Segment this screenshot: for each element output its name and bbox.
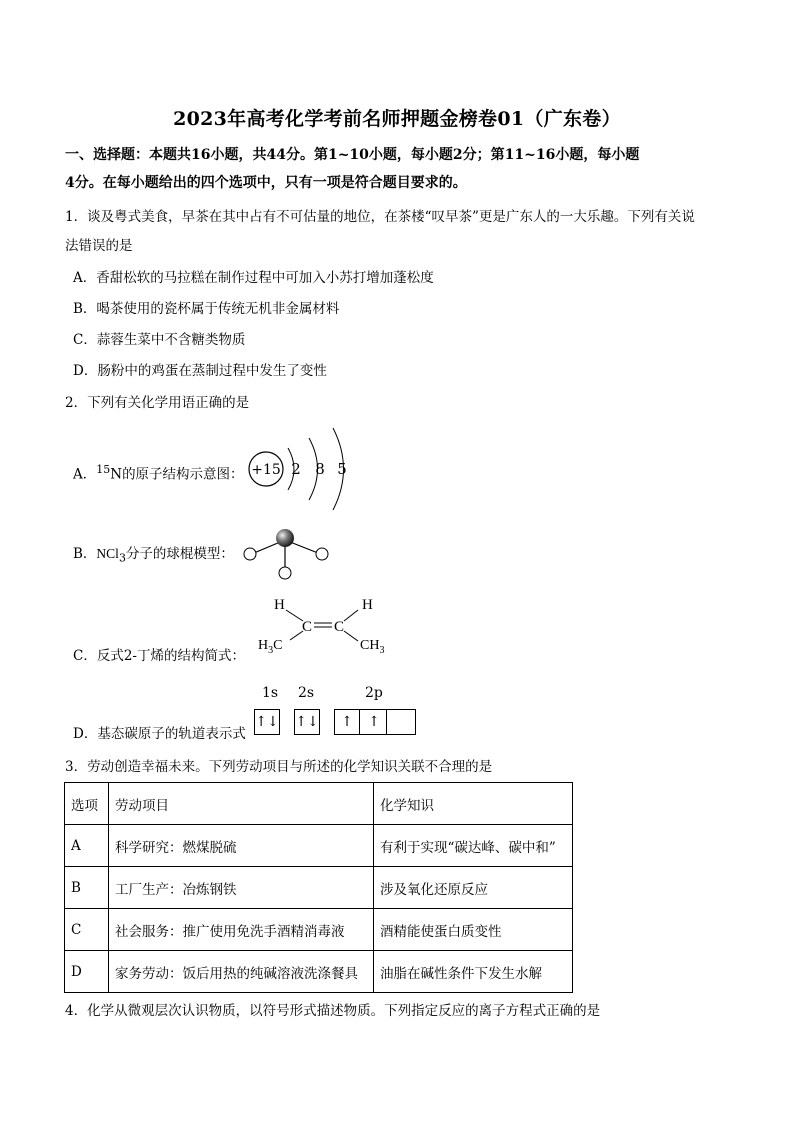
q2-stem: 2．下列有关化学用语正确的是 bbox=[65, 395, 250, 411]
table-cell: 家务劳动：饭后用热的纯碱溶液洗涤餐具 bbox=[109, 951, 374, 993]
orbital-1s-box: ↑↓ bbox=[254, 709, 280, 735]
page-title: 2023年高考化学考前名师押题金榜卷01（广东卷） bbox=[173, 108, 621, 130]
table-header-cell: 劳动项目 bbox=[109, 783, 374, 825]
q3-stem: 3．劳动创造幸福未来。下列劳动项目与所述的化学知识关联不合理的是 bbox=[65, 759, 493, 775]
table-cell: 社会服务：推广使用免洗手酒精消毒液 bbox=[109, 909, 374, 951]
atomic-structure-diagram bbox=[244, 424, 364, 514]
table-cell: 涉及氧化还原反应 bbox=[374, 867, 573, 909]
q1-option-c: C．蒜蓉生菜中不含糖类物质 bbox=[73, 332, 246, 348]
nucleus-charge: +15 bbox=[251, 462, 281, 478]
q1-stem-line2: 法错误的是 bbox=[65, 238, 133, 254]
table-cell: C bbox=[65, 909, 109, 951]
ball-and-stick-model bbox=[238, 522, 338, 584]
orbital-2p-box: ↑ ↑ bbox=[334, 709, 416, 735]
table-cell: 科学研究：燃煤脱硫 bbox=[109, 825, 374, 867]
shell-2-electrons: 8 bbox=[315, 460, 325, 478]
table-cell: 酒精能使蛋白质变性 bbox=[374, 909, 573, 951]
q1-option-a: A．香甜松软的马拉糕在制作过程中可加入小苏打增加蓬松度 bbox=[73, 270, 434, 286]
table-cell: 油脂在碱性条件下发生水解 bbox=[374, 951, 573, 993]
orbital-label-1s: 1s bbox=[262, 685, 279, 701]
table-cell: 工厂生产：冶炼钢铁 bbox=[109, 867, 374, 909]
table-row bbox=[65, 951, 573, 993]
q2-option-d-label: D．基态碳原子的轨道表示式 bbox=[73, 726, 246, 742]
table-row bbox=[65, 909, 573, 951]
section-instruction-line1: 一、选择题：本题共16小题，共44分。第1~10小题，每小题2分；第11~16小题，每小题 bbox=[65, 147, 640, 163]
q1-option-b: B．喝茶使用的瓷杯属于传统无机非金属材料 bbox=[73, 301, 340, 317]
q4-stem: 4．化学从微观层次认识物质，以符号形式描述物质。下列指定反应的离子方程式正确的是 bbox=[65, 1003, 601, 1019]
group-ch3-left: $H_3C$ bbox=[258, 638, 283, 656]
table-cell: D bbox=[65, 951, 109, 993]
shell-1-electrons: 2 bbox=[291, 460, 301, 478]
table-row bbox=[65, 825, 573, 867]
table-header-row bbox=[65, 783, 573, 825]
table-header-cell: 化学知识 bbox=[374, 783, 573, 825]
section-instruction-line2: 4分。在每小题给出的四个选项中，只有一项是符合题目要求的。 bbox=[65, 175, 467, 191]
table-row bbox=[65, 867, 573, 909]
q2-option-a-label: A．$^{15}$N的原子结构示意图： bbox=[73, 463, 244, 483]
table-cell: A bbox=[65, 825, 109, 867]
q2-option-c-label: C．反式2-丁烯的结构简式： bbox=[73, 648, 245, 664]
orbital-label-2p: 2p bbox=[365, 685, 383, 701]
q1-stem-line1: 1．谈及粤式美食，早茶在其中占有不可估量的地位，在茶楼“叹早茶”更是广东人的一大乐趣。下列有关说 bbox=[65, 209, 695, 225]
atom-c-left: C bbox=[302, 619, 313, 635]
cl-atom-bottom bbox=[279, 567, 291, 579]
cl-atom-right bbox=[316, 548, 328, 560]
q3-table bbox=[64, 782, 573, 993]
atom-h-right: H bbox=[362, 597, 373, 613]
shell-3-electrons: 5 bbox=[337, 460, 347, 478]
n-atom bbox=[276, 529, 294, 547]
table-header-cell: 选项 bbox=[65, 783, 109, 825]
cl-atom-left bbox=[244, 548, 256, 560]
table-cell: B bbox=[65, 867, 109, 909]
group-ch3-right: $CH_3$ bbox=[360, 638, 385, 656]
table-cell: 有利于实现“碳达峰、碳中和” bbox=[374, 825, 573, 867]
orbital-label-2s: 2s bbox=[298, 685, 315, 701]
atom-h-left: H bbox=[274, 597, 285, 613]
q2-option-b-label: B．NCl$_3$分子的球棍模型： bbox=[73, 546, 234, 565]
q1-option-d: D．肠粉中的鸡蛋在蒸制过程中发生了变性 bbox=[73, 363, 327, 379]
atom-c-right: C bbox=[334, 619, 345, 635]
structural-formula bbox=[252, 590, 402, 665]
orbital-2s-box: ↑↓ bbox=[294, 709, 320, 735]
